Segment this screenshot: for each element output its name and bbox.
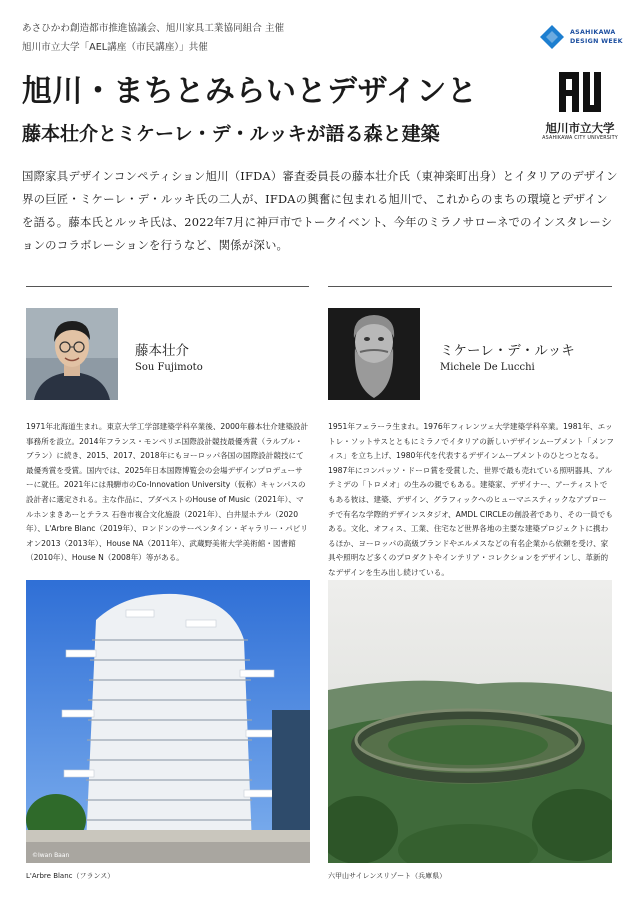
intro-paragraph: 国際家具デザインコンペティション旭川（IFDA）審査委員長の藤本壮介氏（東神楽町出身）とイタリアのデザイン界の巨匠・ミケーレ・デ・ルッキ氏の二人が、IFDAの興奮に包まれる旭川で、これからのまちの環境とデザインを語る。藤本氏とルッキ氏は、2022年7月に神戸市でトークイベント、今年のミラノサローネでのインスタレーションのコラボレーションを行うなど、関係が深い。	[22, 169, 618, 252]
design-week-logo	[540, 23, 623, 55]
page-title: 旭川・まちとみらいとデザインと	[22, 74, 478, 109]
acu-logo-icon	[557, 70, 603, 114]
fujimoto-name-en: Sou Fujimoto	[135, 362, 203, 373]
design-week-line1: ASAHIKAWA	[570, 29, 616, 36]
fujimoto-photo-caption: L'Arbre Blanc（フランス）	[26, 872, 115, 880]
lucchi-photo-caption: 六甲山サイレンスリゾート（兵庫県）	[328, 872, 447, 880]
photo-credit: ©Iwan Baan	[32, 852, 70, 859]
rokko-resort-photo	[328, 580, 612, 863]
lucchi-portrait	[328, 308, 420, 400]
divider-left	[26, 286, 309, 287]
lucchi-name-ja: ミケーレ・デ・ルッキ	[440, 343, 575, 359]
divider-right	[328, 286, 612, 287]
fujimoto-bio: 1971年北海道生まれ。東京大学工学部建築学科卒業後、2000年藤本壮介建築設計事務所を設立。2014年フランス・モンペリエ国際設計競技最優秀賞（ラルブル・ブラン）に続き、2015、2017、2018年にもヨーロッパ各国の国際設計競技にて最優秀賞を受賞。国内では、2025年日本国際博覧会の会場デザインプロデューサーに就任。2021年には飛騨市のCo-Innovation University（仮称）キャンパスの設計者に選定される。主な作品に、ブダペストのHouse of Music（2021年）、マルホンまきあーとテラス 石巻市複合文化施設（2021年）、白井屋ホテル（2020年）、L'Arbre Blanc（2019年）、ロンドンのサーペンタイン・ギャラリー・パビリオン2013（2013年）、House NA（2011年）、武蔵野美術大学美術館・図書館（2010年）、House N（2008年）等がある。	[26, 422, 309, 563]
diamond-logo-icon	[540, 25, 564, 49]
fujimoto-portrait	[26, 308, 118, 400]
design-week-line2: DESIGN WEEK	[570, 38, 623, 45]
page-subtitle: 藤本壮介とミケーレ・デ・ルッキが語る森と建築	[22, 123, 440, 145]
university-name: 旭川市立大学	[545, 121, 615, 135]
lucchi-bio: 1951年フェラーラ生まれ。1976年フィレンツェ大学建築学科卒業。1981年、エットレ・ソットサスとともにミラノでイタリアの新しいデザインムーブメント「メンフィス」を立ち上げ、1980年代を代表するデザインムーブメントのひとつとなる。1987年にコンパッソ・ドーロ賞を受賞した、世界で最も売れている照明器具、アルテミデの「トロメオ」の生みの親でもある。建築家、デザイナー、アーティストでもある彼は、建築、デザイン、グラフィックへのヒューマニスティックなアプローチで有名な学際的デザインスタジオ、AMDL CIRCLEの創設者であり、その一員でもある。文化、オフィス、工業、住宅など世界各地の主要な建築プロジェクトに携わるほか、ヨーロッパの高級ブランドやエルメスなどの有名企業から依頼を受け、家具や照明など多くのプロダクトやインテリア・コレクションをデザインし、革新的なデザインを生み出し続けている。	[328, 422, 614, 577]
university-logo	[540, 70, 620, 150]
larbre-blanc-photo	[26, 580, 310, 863]
lucchi-name-en: Michele De Lucchi	[440, 362, 535, 373]
university-name-en: ASAHIKAWA CITY UNIVERSITY	[542, 136, 618, 141]
organizers-text: あさひかわ創造都市推進協議会、旭川家具工業協同組合 主催	[22, 23, 285, 34]
fujimoto-name-ja: 藤本壮介	[135, 343, 189, 359]
cosponsor-text: 旭川市立大学「AEL講座（市民講座）」共催	[22, 42, 208, 53]
